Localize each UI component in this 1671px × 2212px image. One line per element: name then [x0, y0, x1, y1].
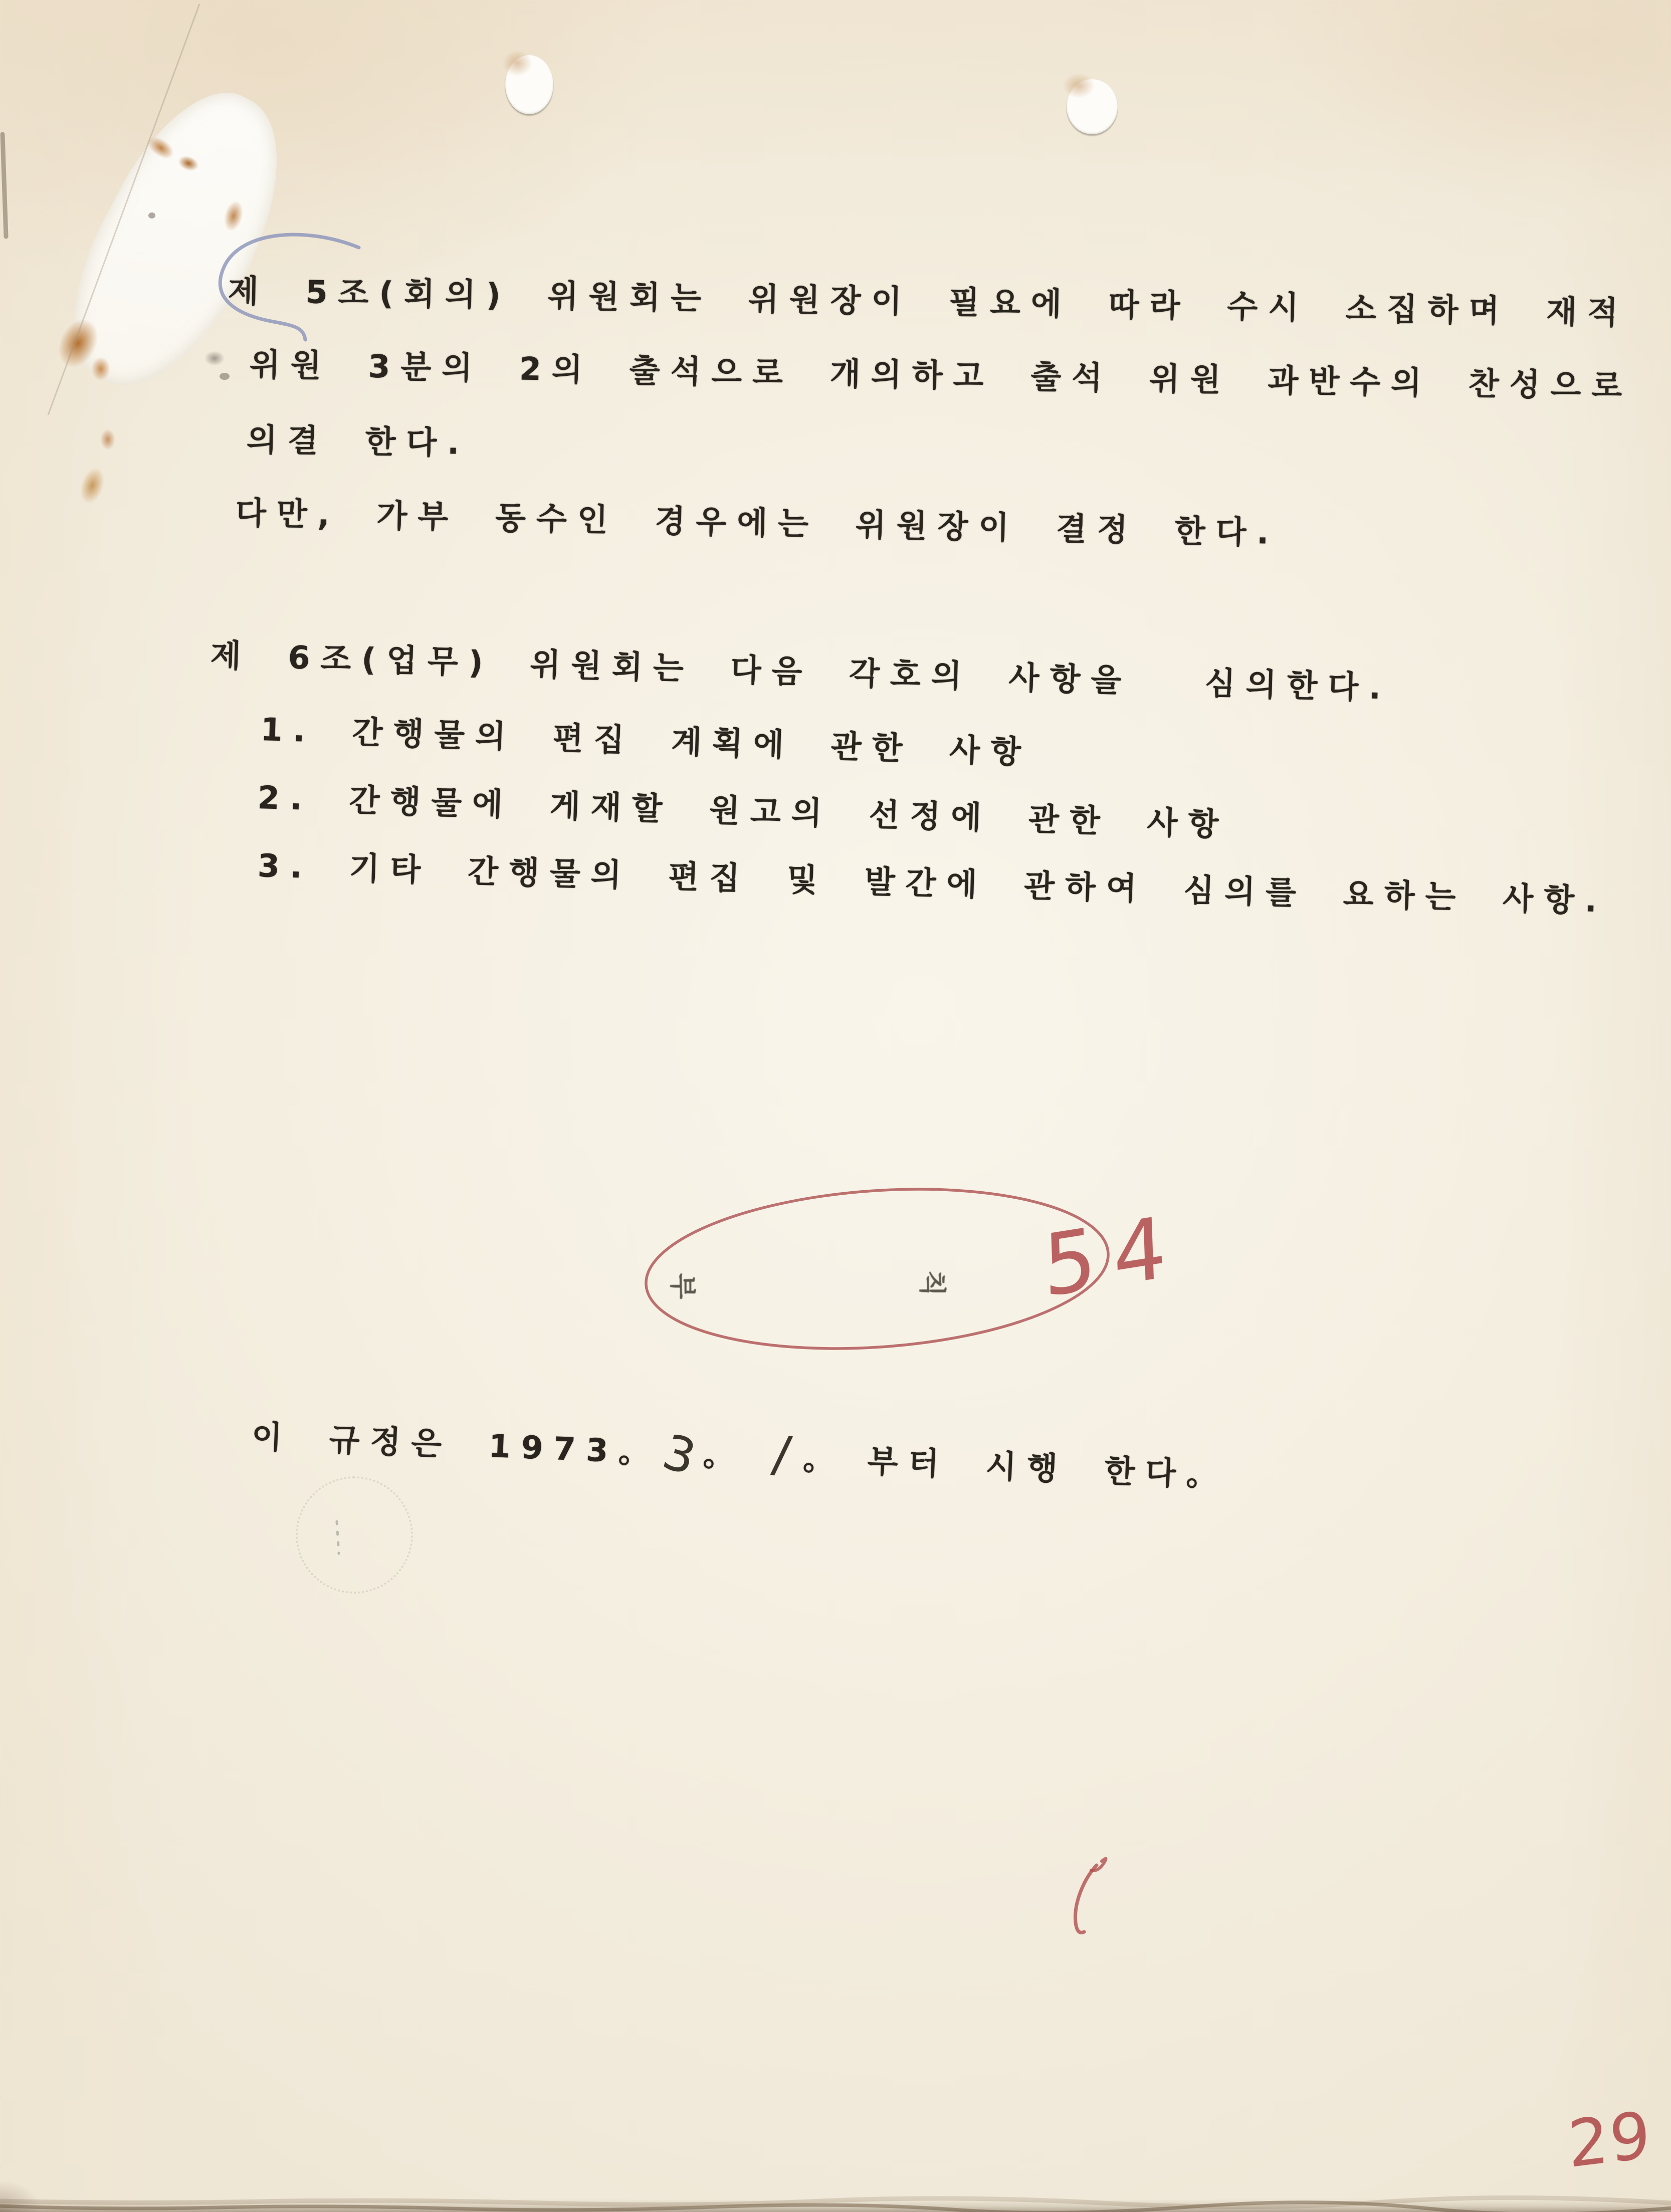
gray-speck [220, 373, 230, 380]
effective-date-line [251, 1401, 1230, 1498]
rust-stain [76, 465, 109, 507]
typed-line-article6-item: 1. 간행물의 편집 계획에 관한 사항 [260, 711, 1032, 771]
stamp-char-left: 부 [667, 1273, 699, 1299]
red-pen-hook [1075, 1865, 1097, 1932]
typed-period: 。 [802, 1440, 847, 1479]
red-pen-hook [1091, 1859, 1106, 1871]
rust-stain [91, 357, 110, 381]
typed-line-article5-4: 다만, 가부 동수인 경우에는 위원장이 결정 한다. [235, 495, 1280, 551]
handwritten-month: 3 [657, 1423, 702, 1486]
ghost-stamp-arc [296, 1476, 413, 1594]
typed-line-article6-item: 2. 간행물에 게재할 원고의 선정에 관한 사항 [257, 779, 1230, 843]
gray-speck [148, 212, 155, 218]
typed-period: 。 [702, 1436, 746, 1475]
typed-line-article6-item: 3. 기타 간행물의 편집 및 발간에 관하여 심의를 요하는 사항. [257, 847, 1608, 920]
typed-line-article5-3: 의결 한다. [246, 421, 470, 462]
punch-hole-smudge [502, 50, 532, 76]
typed-line-article5-2: 위원 3분의 2의 출석으로 개의하고 출석 위원 과반수의 찬성으로 [249, 346, 1633, 405]
corner-shadow [0, 2167, 60, 2212]
stamp-char-right: 칙 [916, 1270, 948, 1296]
date-typed-suffix: 부터 시행 한다。 [867, 1443, 1229, 1494]
bottom-edge-shadow [0, 2199, 1671, 2212]
punch-hole-smudge [1063, 73, 1095, 98]
gray-speck [204, 351, 225, 366]
rust-stain [100, 429, 115, 450]
red-handwritten-note: 54 [1041, 1195, 1185, 1316]
date-typed-prefix: 이 규정은 1973。 [251, 1418, 662, 1471]
handwritten-day: / [769, 1424, 794, 1485]
page-number: 29 [1566, 2097, 1653, 2183]
typed-line-article6-heading: 제 6조(업무) 위원회는 다음 각호의 사항을 심의한다. [210, 637, 1392, 707]
edge-tear-mark [3, 134, 6, 237]
typed-line-article5-1: 제 5조(회의) 위원회는 위원장이 필요에 따라 수시 소집하며 재적 [228, 273, 1629, 331]
